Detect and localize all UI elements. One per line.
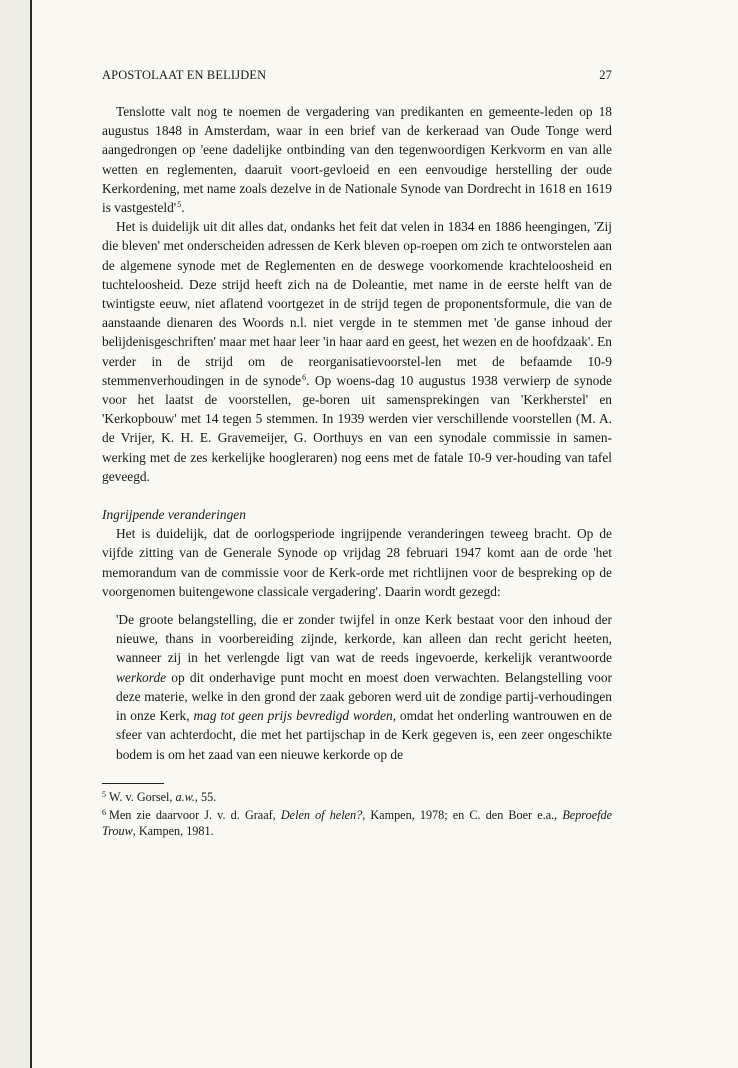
paragraph-1 [102, 102, 612, 217]
paragraph-2-text-b: . Op woens-dag 10 augustus 1938 verwierp de synode voor het laatst de voorstellen, ge-boren uit samensprekingen van 'Kerkherstel' en 'Kerkopbouw' met 14 tegen 5 stemmen. In 1939 werden vier verschillende voorstellen (M. A. de Vrijer, K. H. E. Gravemeijer, G. Oorthuys en van een synodale commissie in samen-werking met de zes kerkelijke hoogleraren) nog eens met de fatale 10-9 ver-houding van tafel geveegd. [102, 372, 612, 484]
footnote-ref-6: 6 [302, 372, 307, 382]
paragraph-3: Het is duidelijk, dat de oorlogsperiode ingrijpende veranderingen teweeg bracht. Op de vijfde zitting van de Generale Synode op vrijdag 28 februari 1947 komt aan de orde 'het memorandum van de commissie voor de Kerk-orde met richtlijnen voor de bespreking op de voorgenomen buitengewone classicale vergadering'. Daarin wordt gezegd: [102, 526, 612, 599]
footnote-6 [102, 805, 612, 839]
footnote-ref-5: 5 [177, 200, 182, 210]
page-content [102, 66, 612, 839]
paragraph-1-end: . [181, 200, 185, 216]
footnote-5-text-b: , 55. [194, 789, 217, 804]
footnote-6-text-c: , Kampen, 1981. [132, 823, 214, 838]
running-head [102, 66, 612, 86]
footnote-6-emphasis-2: Beproefde Trouw [102, 808, 612, 838]
footnote-6-marker: 6 [102, 808, 106, 818]
paragraph-2 [102, 217, 612, 486]
paragraph-2-text-a: Het is duidelijk uit dit alles dat, ondanks het feit dat velen in 1834 en 1886 heengingen, 'Zij die bleven' met onderscheiden adressen de Kerk bleven op-roepen om zich te ontworstelen aan de algemene synode met de Reglementen en de deswege voorkomende krachteloosheid en tuchteloosheid. Deze strijd heeft zich na de Doleantie, met name in de eerste helft van de twintigste eeuw, niet aflatend voortgezet in de strijd tegen de proponentsformule, die van de aanstaande dienaren des Woords n.l. niet vergde in te stemmen met 'de ganse inhoud der belijdenisgeschriften' maar met haar leer 'in haar aard en geest, het wezen en de hoofdzaak'. En verder in de strijd om de reorganisatievoorstel-len met de befaamde 10-9 stemmenverhoudingen in de synode [102, 219, 612, 388]
footnote-6-emphasis-1: Delen of helen? [280, 808, 363, 823]
footnote-5-marker: 5 [102, 789, 106, 799]
footnote-5-text-a: W. v. Gorsel, [109, 789, 176, 804]
running-head-title: APOSTOLAAT EN BELIJDEN [102, 68, 267, 82]
footnote-rule [102, 783, 164, 784]
footnote-5-emphasis: a.w. [175, 789, 195, 804]
block-quote [116, 610, 612, 764]
footnote-5 [102, 787, 612, 806]
quote-text-c: omdat het onderling wantrouwen en de sfeer van achterdocht, die met het partijschap in de Kerk gegeven is, een zeer ongeschikte bodem is om het zaad van een nieuwe kerkorde op de [116, 708, 613, 762]
paragraph-1-text: Tenslotte valt nog te noemen de vergadering van predikanten en gemeente-leden op 18 augustus 1848 in Amsterdam, waar in een brief van de kerkeraad van Oude Tonge werd aangedrongen op 'eene dadelijke ontbinding van den tegenwoordigen Kerkvorm en van alle wetten en reglementen, daaruit voort-gevloeid en een eenvoudige herstelling der oude Kerkordening, met name zoals dezelve in de Nationale Synode van Dordrecht in 1618 en 1619 is vastgesteld' [102, 104, 612, 216]
binding-edge [30, 0, 32, 1068]
page-number: 27 [599, 68, 612, 82]
quote-emphasis-2: mag tot geen prijs bevredigd worden, [193, 708, 397, 724]
binding-shadow [0, 0, 30, 1068]
footnote-6-text-a: Men zie daarvoor J. v. d. Graaf, [109, 808, 281, 823]
quote-text-a: 'De groote belangstelling, die er zonder twijfel in onze Kerk bestaat voor den inhoud der nieuwe, thans in voorbereiding zijnde, kerkorde, kan alleen dan recht gericht heeten, wanneer zij in het verlengde ligt van wat de reeds ingevoerde, kerkelijk verantwoorde [116, 612, 612, 666]
footnote-6-text-b: , Kampen, 1978; en C. den Boer e.a., [362, 808, 563, 823]
quote-emphasis-1: werkorde [116, 669, 167, 685]
section-heading: Ingrijpende veranderingen [102, 507, 246, 523]
footnotes [102, 787, 612, 840]
quote-text-b: op dit onderhavige punt mocht en moest doen verwachten. Belangstelling voor deze materie, welke in den grond der zaak geboren werd uit de zondige partij-verhoudingen in onze Kerk, [116, 669, 612, 724]
